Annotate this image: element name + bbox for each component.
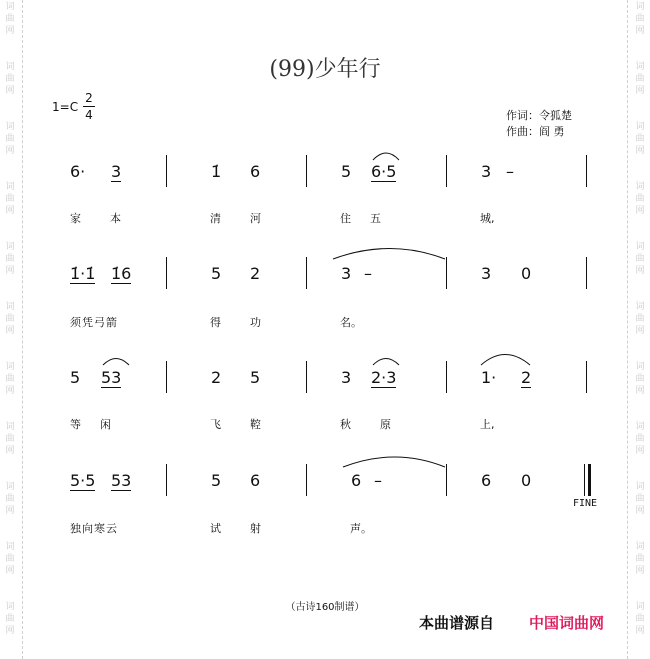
- lyric: 等: [70, 418, 81, 431]
- watermark-char: 词: [635, 422, 645, 432]
- bar-line: [306, 361, 307, 393]
- bar-line: [586, 257, 587, 289]
- watermark-char: 曲: [5, 554, 15, 564]
- lyric: 家: [70, 212, 81, 225]
- watermark-char: 网: [635, 566, 645, 576]
- watermark-char: 网: [635, 266, 645, 276]
- watermark-char: 曲: [635, 194, 645, 204]
- slur: [481, 355, 530, 366]
- note: 6: [481, 471, 492, 490]
- watermark-char: 网: [5, 566, 15, 576]
- note: 6: [250, 471, 261, 490]
- watermark-char: 词: [635, 2, 645, 12]
- note: 6: [351, 471, 362, 490]
- note: 5: [70, 368, 81, 387]
- watermark-char: 词: [635, 122, 645, 132]
- note: 1̇: [211, 162, 222, 181]
- lyric: 本: [110, 212, 121, 225]
- time-signature-bottom: 4: [85, 108, 93, 122]
- tie: [333, 249, 445, 260]
- lyric: 原: [380, 418, 391, 431]
- watermark-char: 网: [635, 386, 645, 396]
- lyricist: 作词：令狐楚: [506, 109, 572, 122]
- watermark-char: 词: [635, 62, 645, 72]
- watermark-char: 网: [635, 506, 645, 516]
- bar-line: [166, 257, 167, 289]
- lyric: 名。: [340, 316, 362, 329]
- watermark-char: 曲: [635, 254, 645, 264]
- watermark-char: 曲: [635, 374, 645, 384]
- lyric: 飞: [210, 418, 221, 431]
- watermark-char: 曲: [635, 554, 645, 564]
- source-note: （古诗160制谱）: [285, 602, 365, 613]
- watermark-char: 词: [5, 62, 15, 72]
- watermark-char: 网: [635, 206, 645, 216]
- fine-mark: FINE: [573, 498, 598, 509]
- watermark-char: 曲: [5, 374, 15, 384]
- note: 2: [521, 368, 532, 387]
- note: 6: [250, 162, 261, 181]
- watermark-char: 曲: [635, 614, 645, 624]
- watermark-char: 曲: [635, 14, 645, 24]
- watermark-char: 网: [5, 146, 15, 156]
- watermark-char: 词: [5, 182, 15, 192]
- lyric: 秋: [340, 418, 351, 431]
- watermark-char: 网: [635, 446, 645, 456]
- watermark-char: 词: [5, 302, 15, 312]
- watermark-char: 曲: [5, 74, 15, 84]
- watermark-char: 网: [635, 626, 645, 636]
- note: 5: [211, 471, 222, 490]
- watermark-char: 曲: [635, 314, 645, 324]
- lyric: 闲: [100, 418, 111, 431]
- bar-line: [446, 464, 447, 496]
- watermark-char: 曲: [5, 314, 15, 324]
- watermark-char: 网: [5, 506, 15, 516]
- watermark-char: 词: [635, 362, 645, 372]
- note: 1·: [481, 368, 497, 387]
- note: 3: [341, 264, 352, 283]
- bar-line: [446, 257, 447, 289]
- lyric: 独向寒云: [70, 522, 118, 535]
- note: 1̇6: [111, 264, 132, 283]
- watermark-char: 词: [5, 242, 15, 252]
- watermark-char: 词: [635, 182, 645, 192]
- final-bar-thick: [588, 464, 591, 496]
- bar-line: [306, 155, 307, 187]
- composer: 作曲：阎 勇: [506, 125, 565, 138]
- slur: [373, 359, 399, 366]
- tie: [343, 457, 445, 467]
- note: 5·5: [70, 471, 96, 490]
- lyric: 声。: [350, 522, 372, 535]
- note: 2: [250, 264, 261, 283]
- bar-line: [306, 464, 307, 496]
- note: 6·: [70, 162, 86, 181]
- footer-site-link[interactable]: 中国词曲网: [529, 614, 605, 632]
- watermark-char: 网: [635, 146, 645, 156]
- footer-prefix: 本曲谱源自: [419, 614, 495, 632]
- slur: [103, 359, 129, 366]
- note: 2: [211, 368, 222, 387]
- credits: [506, 108, 572, 140]
- watermark-char: 曲: [5, 614, 15, 624]
- lyric: 得: [210, 316, 221, 329]
- watermark-char: 网: [5, 626, 15, 636]
- dash: –: [374, 471, 382, 490]
- right-watermark-strip: [627, 0, 650, 659]
- watermark-char: 曲: [5, 494, 15, 504]
- song-title: (99)少年行: [269, 57, 381, 82]
- watermark-char: 网: [5, 386, 15, 396]
- watermark-char: 网: [5, 446, 15, 456]
- bar-line: [166, 464, 167, 496]
- watermark-char: 词: [5, 482, 15, 492]
- left-watermark-strip: [0, 0, 23, 659]
- bar-line: [586, 155, 587, 187]
- watermark-char: 曲: [5, 14, 15, 24]
- watermark-char: 词: [5, 602, 15, 612]
- lyric: 城,: [480, 212, 495, 225]
- note: 3: [111, 162, 122, 181]
- note: 53: [101, 368, 122, 387]
- dash: –: [506, 162, 514, 181]
- watermark-char: 词: [635, 602, 645, 612]
- time-signature-top: 2: [85, 91, 93, 105]
- watermark-char: 曲: [5, 434, 15, 444]
- watermark-char: 曲: [5, 254, 15, 264]
- lyric: 五: [370, 212, 381, 225]
- note: 0: [521, 471, 532, 490]
- watermark-char: 网: [5, 26, 15, 36]
- lyric: 鞚: [250, 418, 261, 431]
- note: 53: [111, 471, 132, 490]
- watermark-char: 词: [635, 242, 645, 252]
- lyric: 河: [250, 212, 261, 225]
- watermark-char: 词: [5, 542, 15, 552]
- watermark-char: 网: [635, 326, 645, 336]
- watermark-char: 曲: [635, 494, 645, 504]
- watermark-char: 词: [5, 422, 15, 432]
- watermark-char: 网: [5, 266, 15, 276]
- note: 5: [211, 264, 222, 283]
- watermark-char: 曲: [635, 134, 645, 144]
- final-bar-thin: [584, 464, 585, 496]
- lyric: 试: [210, 522, 221, 535]
- slur: [373, 153, 399, 160]
- lyric: 清: [210, 212, 221, 225]
- dash: –: [364, 264, 372, 283]
- time-signature-line: [83, 106, 95, 107]
- watermark-char: 曲: [635, 74, 645, 84]
- note: 0: [521, 264, 532, 283]
- lyric: 住: [340, 212, 351, 225]
- note: 5: [250, 368, 261, 387]
- watermark-char: 曲: [5, 194, 15, 204]
- note: 2·3: [371, 368, 397, 387]
- lyric: 须凭弓箭: [70, 316, 118, 329]
- key-signature: 1=C: [52, 100, 79, 114]
- lyric: 上,: [480, 418, 495, 431]
- bar-line: [446, 155, 447, 187]
- watermark-char: 词: [5, 2, 15, 12]
- bar-line: [166, 155, 167, 187]
- bar-line: [306, 257, 307, 289]
- note: 3: [481, 162, 492, 181]
- note: 1̇·1̇: [70, 264, 96, 283]
- note: 5: [341, 162, 352, 181]
- watermark-char: 曲: [635, 434, 645, 444]
- note: 3: [341, 368, 352, 387]
- watermark-char: 网: [635, 86, 645, 96]
- note: 3: [481, 264, 492, 283]
- watermark-char: 词: [5, 362, 15, 372]
- note: 6·5: [371, 162, 397, 181]
- time-signature: [83, 91, 95, 122]
- bar-line: [586, 361, 587, 393]
- bar-line: [166, 361, 167, 393]
- watermark-char: 词: [5, 122, 15, 132]
- lyric: 功: [250, 316, 261, 329]
- watermark-char: 词: [635, 542, 645, 552]
- bar-line: [446, 361, 447, 393]
- watermark-char: 曲: [5, 134, 15, 144]
- watermark-char: 词: [635, 482, 645, 492]
- watermark-char: 网: [5, 86, 15, 96]
- watermark-char: 网: [5, 326, 15, 336]
- watermark-char: 网: [635, 26, 645, 36]
- watermark-char: 网: [5, 206, 15, 216]
- watermark-char: 词: [635, 302, 645, 312]
- lyric: 射: [250, 522, 261, 535]
